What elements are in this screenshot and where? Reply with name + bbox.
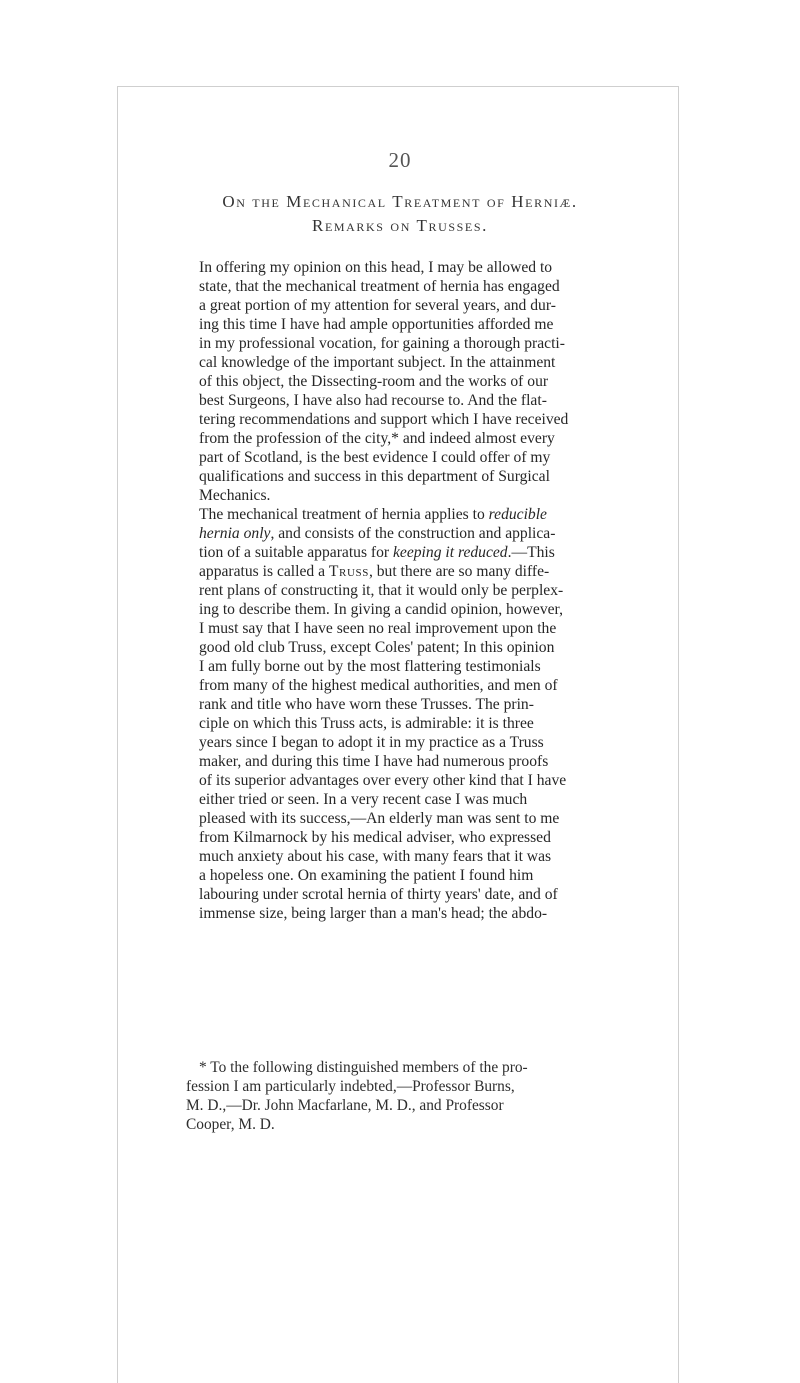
footnote — [186, 1058, 630, 1134]
text-line: either tried or seen. In a very recent case I was much — [199, 791, 528, 808]
text-line: tering recommendations and support which I have received — [199, 411, 569, 428]
text-line: much anxiety about his case, with many fears that it was — [199, 848, 552, 865]
text-line: I am fully borne out by the most flattering testimonials — [199, 658, 541, 675]
text-line: ing to describe them. In giving a candid opinion, however, — [199, 601, 564, 618]
text-line: state, that the mechanical treatment of hernia has engaged — [199, 278, 560, 295]
text-line: I must say that I have seen no real improvement upon the — [199, 620, 557, 637]
text-line: in my professional vocation, for gaining a thorough practi- — [199, 335, 565, 352]
text-line: tion of a suitable apparatus for keeping it reduced.—This — [199, 544, 555, 561]
text-line: immense size, being larger than a man's head; the abdo- — [199, 905, 548, 922]
body-text — [186, 258, 630, 923]
text-line: good old club Truss, except Coles' patent; In this opinion — [199, 639, 555, 656]
small-caps-text: Truss — [328, 563, 369, 580]
text-line: best Surgeons, I have also had recourse to. And the flat- — [199, 392, 547, 409]
paragraph-2 — [186, 505, 630, 923]
text-line: maker, and during this time I have had numerous proofs — [199, 753, 549, 770]
text-line: qualifications and success in this department of Surgical — [199, 468, 550, 485]
chapter-heading — [160, 190, 640, 238]
footnote-line: * To the following distinguished members of the pro- — [199, 1059, 528, 1076]
text-line: Mechanics. — [199, 487, 271, 504]
text-line: rent plans of constructing it, that it would only be perplex- — [199, 582, 564, 599]
text-line: from Kilmarnock by his medical adviser, who expressed — [199, 829, 551, 846]
text-line: of its superior advantages over every other kind that I have — [199, 772, 567, 789]
text-line: a hopeless one. On examining the patient I found him — [199, 867, 534, 884]
text-line: labouring under scrotal hernia of thirty years' date, and of — [199, 886, 558, 903]
page-number: 20 — [388, 148, 412, 172]
text-line: from the profession of the city,* and indeed almost every — [199, 430, 555, 447]
text-line: part of Scotland, is the best evidence I could offer of my — [199, 449, 551, 466]
text-line: In offering my opinion on this head, I may be allowed to — [199, 259, 553, 276]
text-line: of this object, the Dissecting-room and the works of our — [199, 373, 549, 390]
text-line: pleased with its success,—An elderly man was sent to me — [199, 810, 560, 827]
emphasis-text: reducible — [488, 506, 547, 523]
heading-subtitle: Remarks on Trusses. — [312, 216, 488, 235]
paragraph-1 — [186, 258, 630, 505]
emphasis-text: keeping it reduced — [393, 544, 508, 561]
text-line: cal knowledge of the important subject. In the attainment — [199, 354, 556, 371]
text-line: from many of the highest medical authorities, and men of — [199, 677, 558, 694]
text-line: hernia only, and consists of the construction and applica- — [199, 525, 556, 542]
text-line: a great portion of my attention for several years, and dur- — [199, 297, 556, 314]
text-line: years since I began to adopt it in my practice as a Truss — [199, 734, 544, 751]
text-line: The mechanical treatment of hernia applies to reducible — [199, 506, 547, 523]
text-line: rank and title who have worn these Trusses. The prin- — [199, 696, 534, 713]
heading-title: On the Mechanical Treatment of Herniæ. — [222, 192, 578, 211]
text-line: apparatus is called a Truss, but there are so many diffe- — [199, 563, 550, 580]
text-line: ing this time I have had ample opportunities afforded me — [199, 316, 554, 333]
text-line: ciple on which this Truss acts, is admirable: it is three — [199, 715, 534, 732]
emphasis-text: hernia only — [199, 525, 271, 542]
footnote-line: M. D.,—Dr. John Macfarlane, M. D., and Professor — [186, 1097, 504, 1114]
footnote-line: fession I am particularly indebted,—Professor Burns, — [186, 1078, 515, 1095]
footnote-line: Cooper, M. D. — [186, 1116, 275, 1133]
